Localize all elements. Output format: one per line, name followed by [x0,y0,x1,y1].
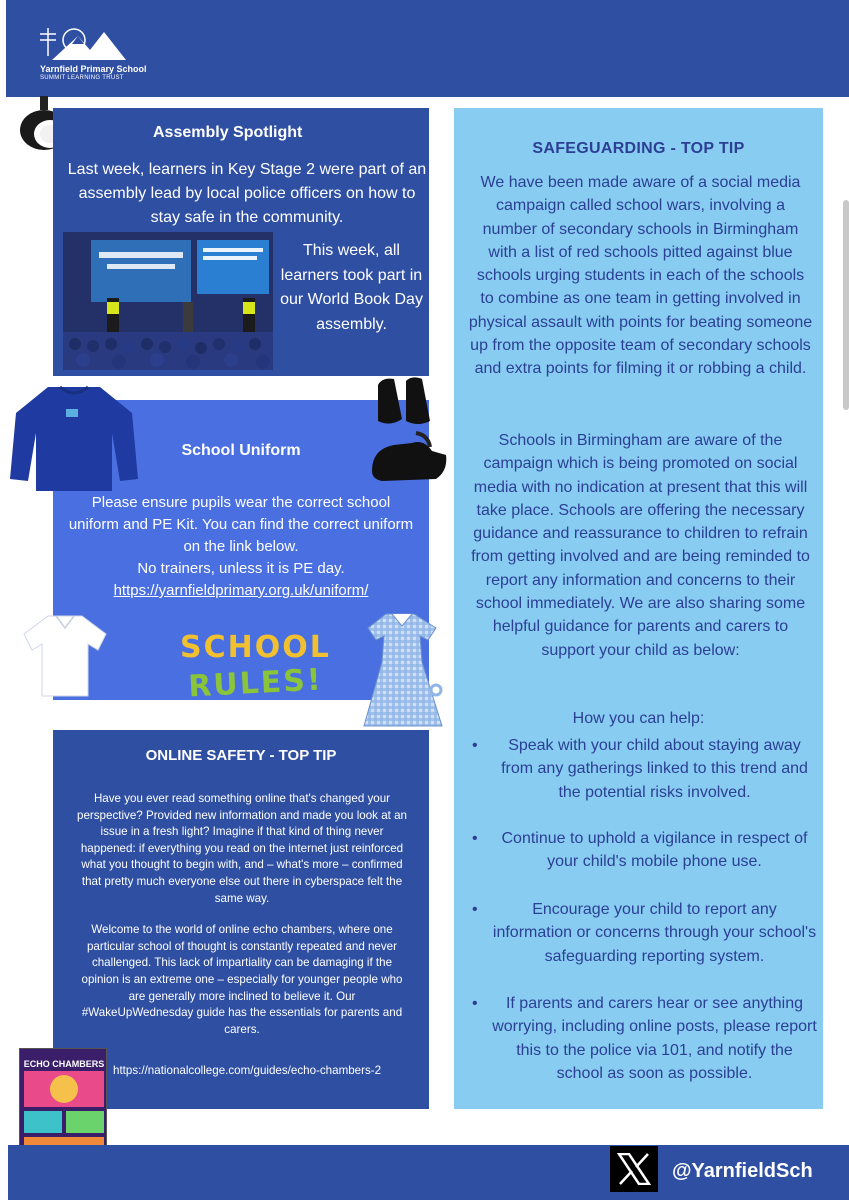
online-safety-paragraph-1: Have you ever read something online that's changed your perspective? Provided new information and made you look at an issue in a fresh light? Imagine if that kind of thing never happened: if everything you read on the internet just reinforced what you thought to begin with, and – what's more – confirmed that pretty much everyone else out there in cyberspace felt the same way. [77,792,407,905]
online-safety-paragraph-2: Welcome to the world of online echo chambers, where one particular school of thought is constantly repeated and never challenged. This lack of impartiality can be damaging if the opinion is an extreme one – especially for younger people who are generally more inclined to believe it. Our #WakeUpWednesday guide has the essentials for parents and carers. [81,923,403,1036]
help-bullet-text: If parents and carers hear or see anything worrying, including online posts, please report this to the police via 101, and notify the school as soon as possible. [492,995,817,1082]
help-bullet [472,827,817,874]
assembly-spotlight-panel [53,108,429,376]
help-bullet [472,898,817,968]
online-safety-title: ONLINE SAFETY - TOP TIP [145,747,337,764]
sweatshirt-image [8,383,140,495]
bullet-dot: • [472,995,478,1012]
school-shoes-image [372,375,448,489]
online-safety-text [77,791,407,1038]
safeguarding-title: SAFEGUARDING - TOP TIP [532,140,745,157]
uniform-link[interactable]: https://yarnfieldprimary.org.uk/uniform/ [113,582,369,599]
school-rules-line1: SCHOOL [180,630,331,665]
online-safety-panel [53,730,429,1109]
uniform-title: School Uniform [181,442,301,459]
bullet-dot: • [472,737,478,754]
gingham-dress-image [356,610,448,730]
echo-chambers-guide-title: ECHO CHAMBERS [23,1059,105,1069]
uniform-text-trainers [67,558,415,602]
help-bullet [472,992,817,1085]
header-banner [0,0,849,97]
polo-shirt-image [22,614,108,698]
school-name: Yarnfield Primary School [40,64,147,74]
bullet-dot: • [472,830,478,847]
help-bullet [472,734,817,804]
trust-name: SUMMIT LEARNING TRUST [40,75,124,81]
safeguarding-panel [454,108,823,1109]
echo-chambers-link[interactable]: https://nationalcollege.com/guides/echo-chambers-2 [113,1064,382,1077]
school-rules-line2: RULES! [187,662,324,705]
bullet-dot: • [472,901,478,918]
how-you-can-help-heading: How you can help: [572,710,705,727]
safeguarding-paragraph-1: We have been made aware of a social media campaign called school wars, involving a number of secondary schools in Birmingham with a list of red schools pitted against blue schools urging students in each of the schools to combine as one team in getting involved in physical assault with points for beating someone up from the opposite team of secondary schools and extra points for filming it or robbing a child. [468,174,813,378]
school-rules-sticker [180,630,331,705]
uniform-text: Please ensure pupils wear the correct school uniform and PE Kit. You can find the correct uniform on the link below. [68,494,414,555]
uniform-trainers-note: No trainers, unless it is PE day. [137,560,345,577]
help-bullet-text: Encourage your child to report any information or concerns through your school's safeguarding reporting system. [492,901,817,965]
assembly-photo [63,232,273,370]
x-logo-icon[interactable] [610,1146,658,1192]
scrollbar[interactable] [843,200,849,410]
assembly-text-world-book-day: This week, all learners took part in our World Book Day assembly. [280,242,423,333]
safeguarding-paragraph-2: Schools in Birmingham are aware of the campaign which is being promoted on social media with no indication at present that this will take place. Schools are offering the necessary guidance and reassurance to children to refrain from getting involved and are being reminded to report any information and concerns to their school immediately. We are also sharing some helpful guidance for parents and carers to support your child as below: [471,432,810,659]
assembly-text: Last week, learners in Key Stage 2 were part of an assembly lead by local police officers on how to stay safe in the community. [67,161,427,226]
assembly-title: Assembly Spotlight [153,124,303,141]
social-handle[interactable]: @YarnfieldSch [672,1160,813,1182]
help-bullet-text: Speak with your child about staying away from any gatherings linked to this trend and the potential risks involved. [501,737,808,801]
help-bullet-text: Continue to uphold a vigilance in respect of your child's mobile phone use. [501,830,808,871]
